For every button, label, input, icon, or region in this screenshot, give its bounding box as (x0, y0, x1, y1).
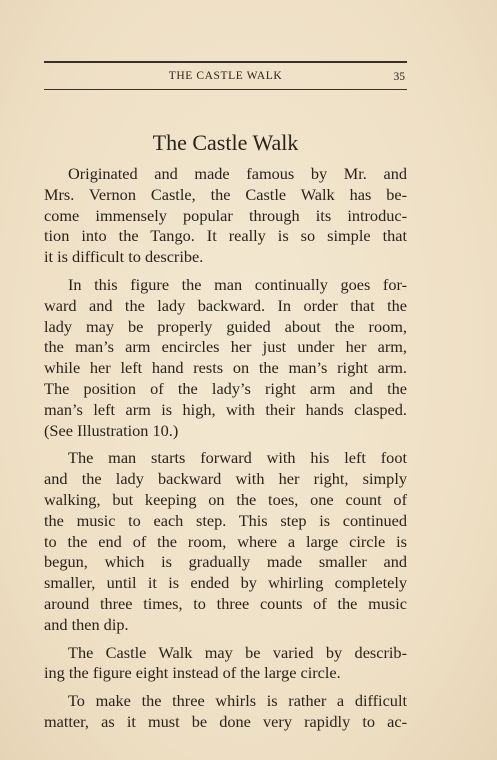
header-rule-top (44, 61, 407, 63)
paragraph-line: man’s left arm is high, with their hands clasped. (44, 399, 407, 419)
paragraph-line: matter, as it must be done very rapidly to ac- (44, 711, 407, 731)
paragraph-line: To make the three whirls is rather a difficult (68, 691, 407, 711)
paragraph-line: the music to each step. This step is continued (44, 510, 407, 530)
paragraph-line: The position of the lady’s right arm and the (44, 378, 407, 398)
paragraph-line: ing the figure eight instead of the large circle. (44, 663, 341, 683)
paragraph-line: In this figure the man continually goes for- (68, 274, 407, 294)
paragraph-3 (44, 448, 407, 635)
header-rule-bottom (44, 89, 407, 90)
paragraph-line: The Castle Walk may be varied by describ- (68, 642, 407, 662)
paragraph-line: smaller, until it is ended by whirling completely (44, 573, 407, 593)
paragraph-line: while her left hand rests on the man’s right arm. (44, 358, 407, 378)
paragraph-line: Mrs. Vernon Castle, the Castle Walk has be- (44, 184, 407, 204)
paragraph-line: to the end of the room, where a large circle is (44, 531, 407, 551)
page-number: 35 (393, 71, 405, 83)
paragraph-line: come immensely popular through its introduc- (44, 205, 407, 225)
paragraph-5 (44, 691, 407, 733)
paragraph-line: The man starts forward with his left foot (68, 448, 407, 468)
paragraph-line: (See Illustration 10.) (44, 420, 179, 440)
paragraph-line: lady may be properly guided about the room, (44, 316, 407, 336)
running-head-title: THE CASTLE WALK (168, 70, 283, 82)
body-text (44, 164, 407, 740)
chapter-title: The Castle Walk (152, 130, 299, 155)
paragraph-2 (44, 275, 407, 441)
paragraph-line: Originated and made famous by Mr. and (68, 164, 407, 183)
paragraph-4 (44, 643, 407, 685)
paragraph-line: walking, but keeping on the toes, one count of (44, 489, 407, 509)
paragraph-1 (44, 164, 407, 268)
paragraph-line: the man’s arm encircles her just under her arm, (44, 337, 407, 357)
paragraph-line: tion into the Tango. It really is so simple that (44, 226, 407, 246)
running-head (44, 67, 407, 85)
paragraph-line: and then dip. (44, 614, 129, 634)
paragraph-line: it is difficult to describe. (44, 247, 204, 267)
paragraph-line: ward and the lady backward. In order that the (44, 295, 407, 315)
paragraph-line: around three times, to three counts of the music (44, 593, 407, 613)
paragraph-line: begun, which is gradually made smaller and (44, 552, 407, 572)
paragraph-line: and the lady backward with her right, simply (44, 469, 407, 489)
